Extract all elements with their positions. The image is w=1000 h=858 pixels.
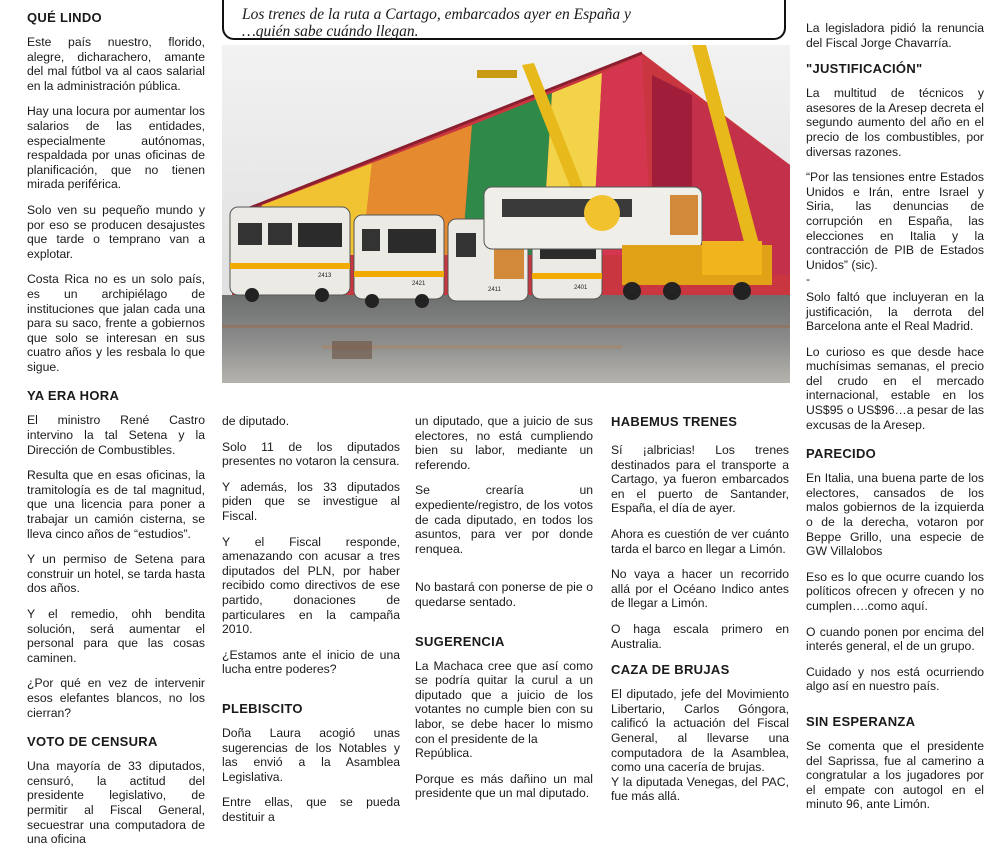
paragraph: Y un permiso de Setena para construir un hotel, se tarda hasta dos años. bbox=[27, 552, 205, 596]
paragraph: Hay una locura por aumentar los salarios de las entidades, especialmente autónomas, respaldada por unas oficinas de planificación, que no tienen mirada periférica. bbox=[27, 104, 205, 192]
paragraph: Entre ellas, que se pueda destituir a bbox=[222, 795, 400, 824]
paragraph: Resulta que en esas oficinas, la tramitología es de tal magnitud, que una licencia para poner a trabajar un camión cisterna, se lleva cinco años de “estudios”. bbox=[27, 468, 205, 541]
paragraph: Cuidado y nos está ocurriendo algo así en nuestro país. bbox=[806, 664, 984, 694]
paragraph: Se crearía un expediente/registro, de los votos de cada diputado, en todos los asuntos, para ver por donde renquea. bbox=[415, 483, 593, 556]
paragraph: Una mayoría de 33 diputados, censuró, la actitud del presidente legislativo, de permitir al Fiscal General, secuestrar una computadora de una oficina bbox=[27, 759, 205, 847]
paragraph: Este país nuestro, florido, alegre, dicharachero, amante del mal fútbol va al caos salarial en la administración pública. bbox=[27, 35, 205, 93]
paragraph: Solo faltó que incluyeran en la justificación, la derrota del Barcelona ante el Real Madrid. bbox=[806, 289, 984, 334]
paragraph: La multitud de técnicos y asesores de la Aresep decreta el segundo aumento del año en el precio de los combustibles, por diversas razones. bbox=[806, 86, 984, 159]
paragraph: Solo 11 de los diputados presentes no votaron la censura. bbox=[222, 439, 400, 469]
paragraph: Porque es más dañino un mal presidente que un mal diputado. bbox=[415, 771, 593, 801]
column-1 bbox=[27, 10, 205, 858]
paragraph: Y además, los 33 diputados piden que se investigue al Fiscal. bbox=[222, 479, 400, 523]
column-3 bbox=[415, 414, 593, 812]
paragraph: Y el Fiscal responde, amenazando con acusar a tres diputados del PLN, por haber recibido como directivos de ese partido, donaciones de particulares en la campaña 2010. bbox=[222, 534, 400, 637]
paragraph: No vaya a hacer un recorrido allá por el Océano Indico antes de llegar a Limón. bbox=[611, 567, 789, 611]
paragraph: O haga escala primero en Australia. bbox=[611, 621, 789, 651]
paragraph: Doña Laura acogió unas sugerencias de los Notables y las envió a la Asamblea Legislativa. bbox=[222, 725, 400, 784]
train-car-number: 2413 bbox=[318, 273, 332, 279]
paragraph: Solo ven su pequeño mundo y por eso se producen desajustes que tarde o temprano van a explotar. bbox=[27, 202, 205, 261]
photo-caption: Los trenes de la ruta a Cartago, embarcados ayer en España y …quién sabe cuándo llegan. bbox=[222, 0, 786, 40]
paragraph: ¿Por qué en vez de intervenir esos elefantes blancos, no los cierran? bbox=[27, 676, 205, 720]
paragraph: Y el remedio, ohh bendita solución, será aumentar el personal para que las cosas caminen. bbox=[27, 607, 205, 665]
heading-voto-de-censura: VOTO DE CENSURA bbox=[27, 734, 158, 750]
paragraph: de diputado. bbox=[222, 414, 290, 428]
paragraph: No bastará con ponerse de pie o quedarse sentado. bbox=[415, 580, 593, 609]
paragraph: El ministro René Castro intervino la tal Setena y la Dirección de Combustibles. bbox=[27, 413, 205, 457]
train-photo-icon bbox=[222, 45, 790, 383]
heading-sugerencia: SUGERENCIA bbox=[415, 633, 505, 649]
paragraph: Y la diputada Venegas, del PAC, fue más allá. bbox=[611, 774, 789, 804]
paragraph: un diputado, que a juicio de sus electores, no está cumpliendo bien su labor, mediante un referendo. bbox=[415, 414, 593, 472]
paragraph: Sí ¡albricias! Los trenes destinados para el transporte a Cartago, ya fueron embarcados en el puerto de Santander, España, el día de ayer. bbox=[611, 443, 789, 516]
paragraph: En Italia, una buena parte de los electores, cansados de los malos gobiernos de la izquierda o de la derecha, votaron por Beppe Grillo, una especie de GW Villalobos bbox=[806, 471, 984, 559]
heading-parecido: PARECIDO bbox=[806, 446, 877, 462]
heading-justificacion: "JUSTIFICACIÓN" bbox=[806, 61, 923, 77]
paragraph: Se comenta que el presidente del Saprissa, fue al camerino a congratular a los jugadores por el empate con autogol en el minuto 96, ante Limón. bbox=[806, 738, 984, 812]
paragraph: La Machaca cree que así como se podría quitar la curul a un diputado que a juicio de los votantes no cumple bien con su labor, se debe hacer lo mismo con el presidente de la República. bbox=[415, 658, 593, 761]
column-5 bbox=[806, 21, 984, 823]
heading-caza-de-brujas: CAZA DE BRUJAS bbox=[611, 662, 730, 678]
heading-que-lindo: QUÉ LINDO bbox=[27, 10, 102, 25]
heading-habemus-trenes: HABEMUS TRENES bbox=[611, 414, 738, 429]
paragraph: O cuando ponen por encima del interés general, el de un grupo. bbox=[806, 624, 984, 654]
paragraph: Lo curioso es que desde hace muchísimas semanas, el precio del crudo en el mercado internacional, estable en los US$95 o US$96…a pesar de las excusas de la Aresep. bbox=[806, 344, 984, 432]
train-car-number: 2421 bbox=[412, 281, 426, 287]
heading-plebiscito: PLEBISCITO bbox=[222, 700, 303, 716]
heading-ya-era-hora: YA ERA HORA bbox=[27, 388, 120, 404]
train-car-number: 2411 bbox=[488, 287, 501, 293]
paragraph: La legisladora pidió la renuncia del Fiscal Jorge Chavarría. bbox=[806, 21, 984, 50]
column-2 bbox=[222, 414, 400, 835]
train-car-number: 2401 bbox=[574, 285, 588, 291]
paragraph: Ahora es cuestión de ver cuánto tarda el barco en llegar a Limón. bbox=[611, 526, 789, 556]
heading-sin-esperanza: SIN ESPERANZA bbox=[806, 713, 916, 729]
paragraph: “Por las tensiones entre Estados Unidos e Irán, entre Israel y Siria, las denuncias de corrupción en España, las elecciones en Italia y la contracción de PIB de Estados Unidos” (sic). - bbox=[806, 170, 984, 287]
column-4 bbox=[611, 414, 789, 815]
paragraph: Costa Rica no es un solo país, es un archipiélago de instituciones que jalan cada una para su saco, frente a gobiernos que solo se interesan en sus cuatro años y les resbala lo que sigue. bbox=[27, 272, 205, 374]
paragraph: ¿Estamos ante el inicio de una lucha entre poderes? bbox=[222, 647, 400, 677]
paragraph: Eso es lo que ocurre cuando los políticos ofrecen y ofrecen y no cumplen….como aquí. bbox=[806, 569, 984, 613]
train-photo bbox=[222, 45, 790, 383]
paragraph: El diputado, jefe del Movimiento Libertario, Carlos Góngora, calificó la actuación del Fiscal General, al llevarse una computadora de la Asamblea, como una cacería de brujas. bbox=[611, 687, 789, 775]
